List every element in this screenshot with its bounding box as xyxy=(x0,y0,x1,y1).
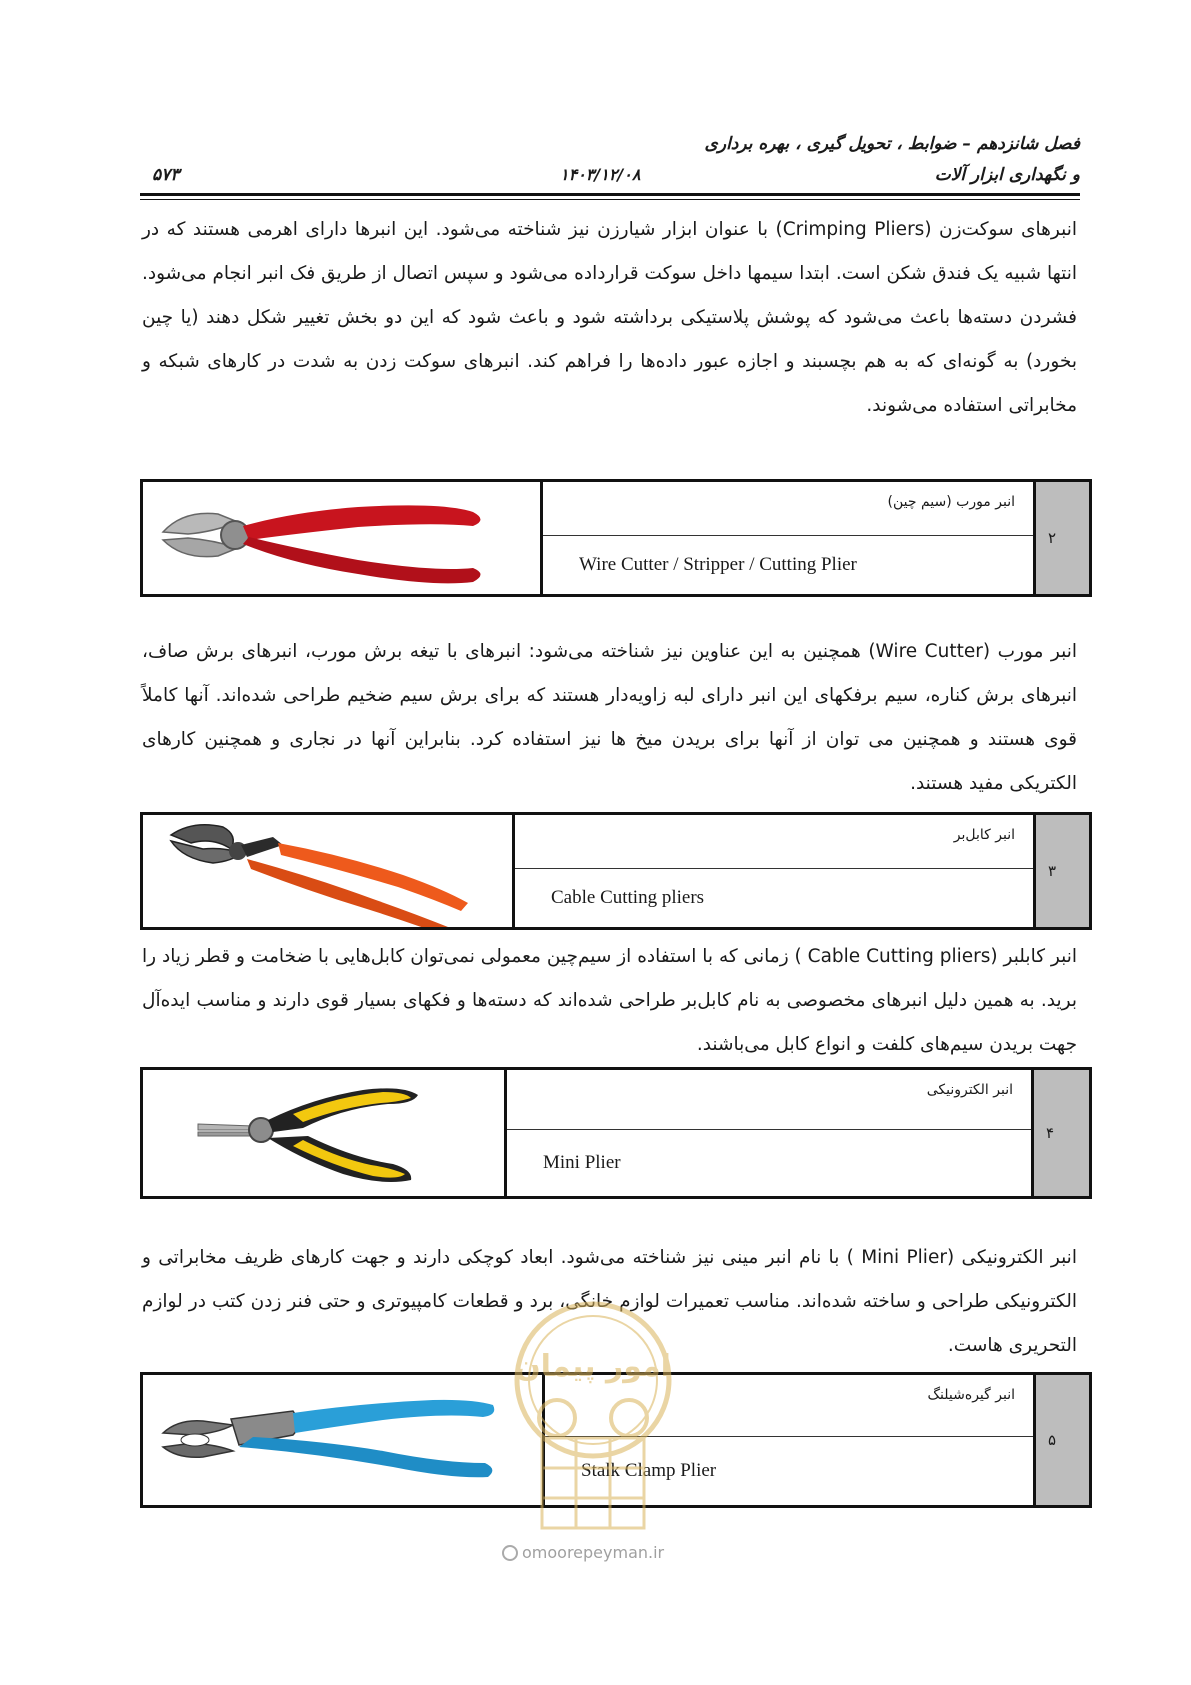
tool-image-cell xyxy=(143,1070,507,1196)
tool-row-mini-plier xyxy=(140,1067,1092,1199)
row-number: ۵ xyxy=(1033,1375,1089,1505)
tool-description-cell xyxy=(507,1070,1031,1196)
page-number: ۵۷۳ xyxy=(152,165,180,185)
tool-image-cell xyxy=(143,815,515,927)
chapter-title: فصل شانزدهم – ضوابط ، تحویل گیری ، بهره برداری xyxy=(704,134,1080,154)
tool-name-fa: انبر گیره‌شیلنگ xyxy=(545,1375,1033,1437)
paragraph-crimping-pliers: انبرهای سوکت‌زن (Crimping Pliers) با عنوان ابزار شیارزن نیز شناخته می‌شود. این انبرها دارای اهرمی هستند که در انتها شبیه یک فندق شکن است. ابتدا سیمها داخل سوکت قرارداده می‌شود و سپس اتصال از طریق فک انبر انجام می‌شود. فشردن دسته‌ها باعث می‌شود که پوشش پلاستیکی برداشته شود و باعث شود که این دو بخش تغییر شکل دهند (یا چین بخورد) به گونه‌ای که به هم بچسبند و اجازه عبور داده‌ها را فراهم کند. انبرهای سوکت زدن به شدت در کارهای شبکه و مخابراتی استفاده می‌شوند. xyxy=(142,219,1078,416)
tool-name-fa: انبر مورب (سیم چین) xyxy=(543,482,1033,536)
diagonal-cutter-pliers-image xyxy=(143,482,543,594)
mini-pliers-image xyxy=(143,1070,507,1196)
header-rule-thick xyxy=(140,193,1080,196)
tool-image-cell xyxy=(143,482,543,594)
blue-handle-top xyxy=(293,1400,494,1433)
header-rule-thin xyxy=(140,199,1080,200)
tool-row-cable-cutter xyxy=(140,812,1092,930)
blue-handle-bottom xyxy=(239,1437,492,1477)
row-number: ۲ xyxy=(1033,482,1089,594)
tool-name-fa: انبر الکترونیکی xyxy=(507,1070,1031,1130)
watermark-site: omoorepeyman.ir xyxy=(522,1543,665,1562)
paragraph-cable-cutter: انبر کابلبر (Cable Cutting pliers ) زمانی که با استفاده از سیم‌چین معمولی نمی‌توان کابل‌هایی با ضخامت و قطر زیاد را برید. به همین دلیل انبرهای مخصوصی به نام کابل‌بر طراحی شده‌اند که دسته‌ها و فکهای بسیار قوی دارند و مناسب ایده‌آل جهت بریدن سیم‌های کلفت و انواع کابل می‌باشند. xyxy=(142,946,1077,1055)
watermark-logo xyxy=(482,1298,704,1538)
page-header xyxy=(140,128,1080,198)
svg-text:امور پیمان: امور پیمان xyxy=(515,1349,671,1384)
red-handle-bottom xyxy=(243,537,481,583)
tool-description-cell xyxy=(543,482,1033,594)
tool-description-cell xyxy=(515,815,1033,927)
tool-row-wire-cutter xyxy=(140,479,1092,597)
tool-name-fa: انبر کابل‌بر xyxy=(515,815,1033,869)
row-number: ۳ xyxy=(1033,815,1089,927)
tool-name-en: Cable Cutting pliers xyxy=(551,886,705,908)
cable-cutter-pliers-image xyxy=(143,815,515,927)
row-number: ۴ xyxy=(1031,1070,1089,1196)
tool-name-en: Wire Cutter / Stripper / Cutting Plier xyxy=(579,553,857,575)
red-handle-top xyxy=(243,505,481,540)
at-icon xyxy=(502,1545,518,1561)
tool-name-en: Stalk Clamp Plier xyxy=(581,1460,717,1482)
paragraph-mini-plier: انبر الکترونیکی (Mini Plier ) با نام انبر مینی نیز شناخته می‌شود. ابعاد کوچکی دارند و جهت کارهای ظریف مخابراتی و الکترونیکی طراحی و ساخته شده‌اند. مناسب تعمیرات لوازم خانگی، برد و قطعات کامپیوتری و حتی فنر زدن کتب در لوازم التحریری هاست. xyxy=(142,1247,1077,1356)
header-date: ۱۴۰۳/۱۲/۰۸ xyxy=(560,165,641,184)
chapter-subtitle: و نگهداری ابزار آلات xyxy=(934,165,1080,185)
paragraph-wire-cutter: انبر مورب (Wire Cutter) همچنین به این عناوین نیز شناخته می‌شود: انبرهای با تیغه برش مورب، انبرهای برش صاف، انبرهای برش کناره، سیم برفکهای این انبر دارای لبه زاویه‌دار هستند که برای برش سیم ضخیم طراحی شده‌اند. آنها کاملاً قوی هستند و همچنین می توان از آنها برای بریدن میخ ها نیز استفاده کرد. بنابراین آنها در نجاری و همچنین کارهای الکتریکی مفید هستند. xyxy=(142,641,1077,794)
tool-name-en: Mini Plier xyxy=(543,1152,621,1174)
